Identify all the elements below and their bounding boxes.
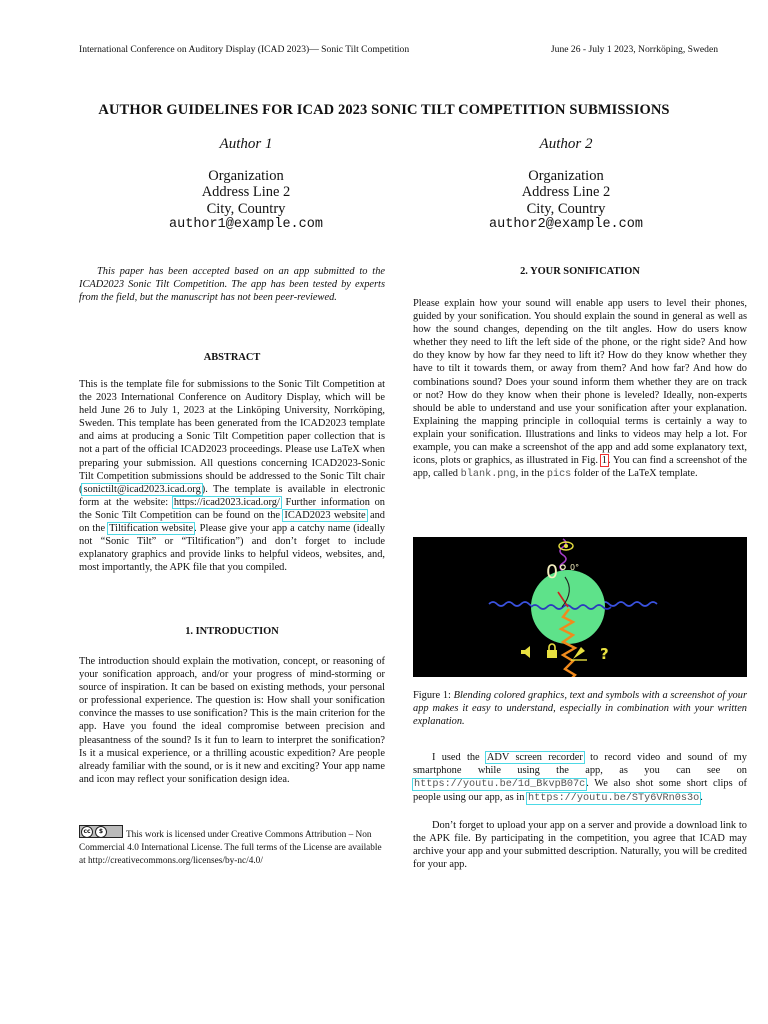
- chair-email-link[interactable]: sonictilt@icad2023.icad.org: [83, 483, 201, 495]
- app-screenshot-graphic: [413, 537, 747, 677]
- author-name: Author 2: [539, 136, 593, 152]
- figure-caption: Figure 1: Blending colored graphics, text and symbols with a screenshot of your app makes it easy to understand, especially in combination with your written explanation.: [413, 690, 747, 728]
- cc-license-icon: cc $: [79, 825, 123, 838]
- paper-title: AUTHOR GUIDELINES FOR ICAD 2023 SONIC TILT COMPETITION SUBMISSIONS: [98, 102, 670, 118]
- license-text: This work is licensed under Creative Commons Attribution – Non Commercial 4.0 International License. The full terms of the License are available at http://creativecommons.org/licenses/by-nc/4.0/: [79, 830, 382, 866]
- video-link-2[interactable]: https://youtu.be/STy6VRn0s3o: [528, 793, 700, 805]
- file-name-blank: blank.png: [460, 469, 516, 481]
- upload-paragraph: Don’t forget to upload your app on a server and provide a download link to the APK file. By participating in the competition, you agree that ICAD may archive your app and your submitted description. Naturally, you will be credited for your app.: [413, 820, 747, 871]
- app-screenshot-figure: [413, 537, 747, 677]
- sonification-heading: 2. YOUR SONIFICATION: [520, 266, 640, 277]
- website-link[interactable]: https://icad2023.icad.org/: [173, 496, 280, 508]
- abstract-body: This is the template file for submissions to the Sonic Tilt Competition at the 2023 International Conference on Auditory Display, which will be held June 26 to July 1, 2023 at the Linköping University, Norrköping, Sweden. This template has been generated from the ICAD2023 template and aims at producing a Sonic Tilt Competition paper collection that is not a part of the official ICAD2023 proceedings. Please use LaTeX when preparing your submission. All questions concerning ICAD2023-Sonic Tilt Competition submissions should be addressed to the Sonic Tilt chair (sonictilt@icad2023.icad.org). The template is available in electronic form at the website: https://icad2023.icad.org/ Further information on the Sonic Tilt Competition can be found on the ICAD2023 website and on the Tiltification website. Please give your app a catchy name (ideally not “Sonic Tilt” or “Tiltification”) and don’t forget to include explanatory graphics and provide links to helpful videos, websites, and, most importantly, the APK file that you compiled.: [79, 379, 386, 574]
- sonification-body: Please explain how your sound will enable app users to level their phones, guided by your sonification. You should explain the sound in general as well as how the sound changes, depending on the tilt angles. How do users know whether they need to lift the left side of the phone, or the right side? And how do they know by how far they need to lift it? How do they know whether they have to tilt it towards them, or away from them? And how far? And how do combinations sound? Does your sound inform them whether they are on track or not? How do they know when their phone is leveled? Ideally, non-experts should be able to understand and use your sonification after your explanation. Explaining the mapping principle in colloquial terms is certainly a way to explain your sonification. Illustrations and links to videos may help a lot. For example, you can make a screenshot of the app and add some explanatory text, icons, plots or graphics, as illustrated in Fig. 1. You can find a screenshot of the app, called blank.png, in the pics folder of the LaTeX template.: [413, 298, 747, 481]
- recorder-paragraph: I used the ADV screen recorder to record video and sound of my smartphone while using the app, as you can see on https://youtu.be/1d_BkvpB07c. We also shot some short clips of people using our app, as in https://youtu.be/STy6VRn0s3o.: [413, 752, 747, 805]
- video-link-1[interactable]: https://youtu.be/1d_BkvpB07c: [414, 779, 586, 791]
- author-block-2: [416, 136, 716, 234]
- tilt-angle-text: 0°: [546, 561, 568, 583]
- abstract-heading: ABSTRACT: [203, 352, 261, 363]
- author-block-1: [96, 136, 396, 234]
- author-org: Organization: [528, 167, 604, 184]
- license-notice: [79, 825, 385, 868]
- lock-icon[interactable]: [547, 644, 557, 658]
- tiltification-website-link[interactable]: Tiltification website: [109, 523, 194, 535]
- author-address: Address Line 2: [521, 184, 611, 200]
- author-org: Organization: [208, 167, 284, 184]
- figure-reference-link[interactable]: 1: [601, 455, 607, 467]
- speaker-icon[interactable]: [521, 646, 530, 658]
- tilt-angle-secondary-text: 0°: [570, 563, 580, 572]
- author-city: City, Country: [206, 200, 286, 217]
- acceptance-note: This paper has been accepted based on an app submitted to the ICAD2023 Sonic Tilt Competition. The app has been tested by experts from the field, but the manuscript has not been peer-reviewed.: [79, 266, 385, 304]
- author-name: Author 1: [219, 136, 273, 152]
- author-email: author1@example.com: [169, 217, 323, 232]
- folder-name-pics: pics: [546, 469, 572, 481]
- author-city: City, Country: [526, 200, 606, 217]
- intro-heading: 1. INTRODUCTION: [185, 626, 279, 637]
- adv-screen-recorder-link[interactable]: ADV screen recorder: [486, 752, 583, 763]
- author-address: Address Line 2: [201, 184, 291, 200]
- help-icon[interactable]: ?: [600, 645, 609, 663]
- icad-website-link[interactable]: ICAD2023 website: [284, 509, 366, 521]
- running-header-right: June 26 - July 1 2023, Norrköping, Sweden: [550, 44, 718, 55]
- running-header-left: International Conference on Auditory Display (ICAD 2023)— Sonic Tilt Competition: [79, 44, 410, 55]
- author-email: author2@example.com: [489, 217, 643, 232]
- intro-body: The introduction should explain the motivation, concept, or reasoning of your sonification approach, and/or your progress of mind-storming or source of inspiration. It can be based on existing methods, your personal or professional experience. The question is: How shall your sonification convince the masses to use sonification? This is the main criterion for the app. Have you found the ideal compromise between precision and pleasantness of the sound? Is it fun to learn to interpret the sonification? Is it a musical experience, or a thrilling acoustic expedition? Are people already familiar with the sound, or is it new and exciting? Your app name and icon may reflect your sonification design idea.: [79, 656, 385, 785]
